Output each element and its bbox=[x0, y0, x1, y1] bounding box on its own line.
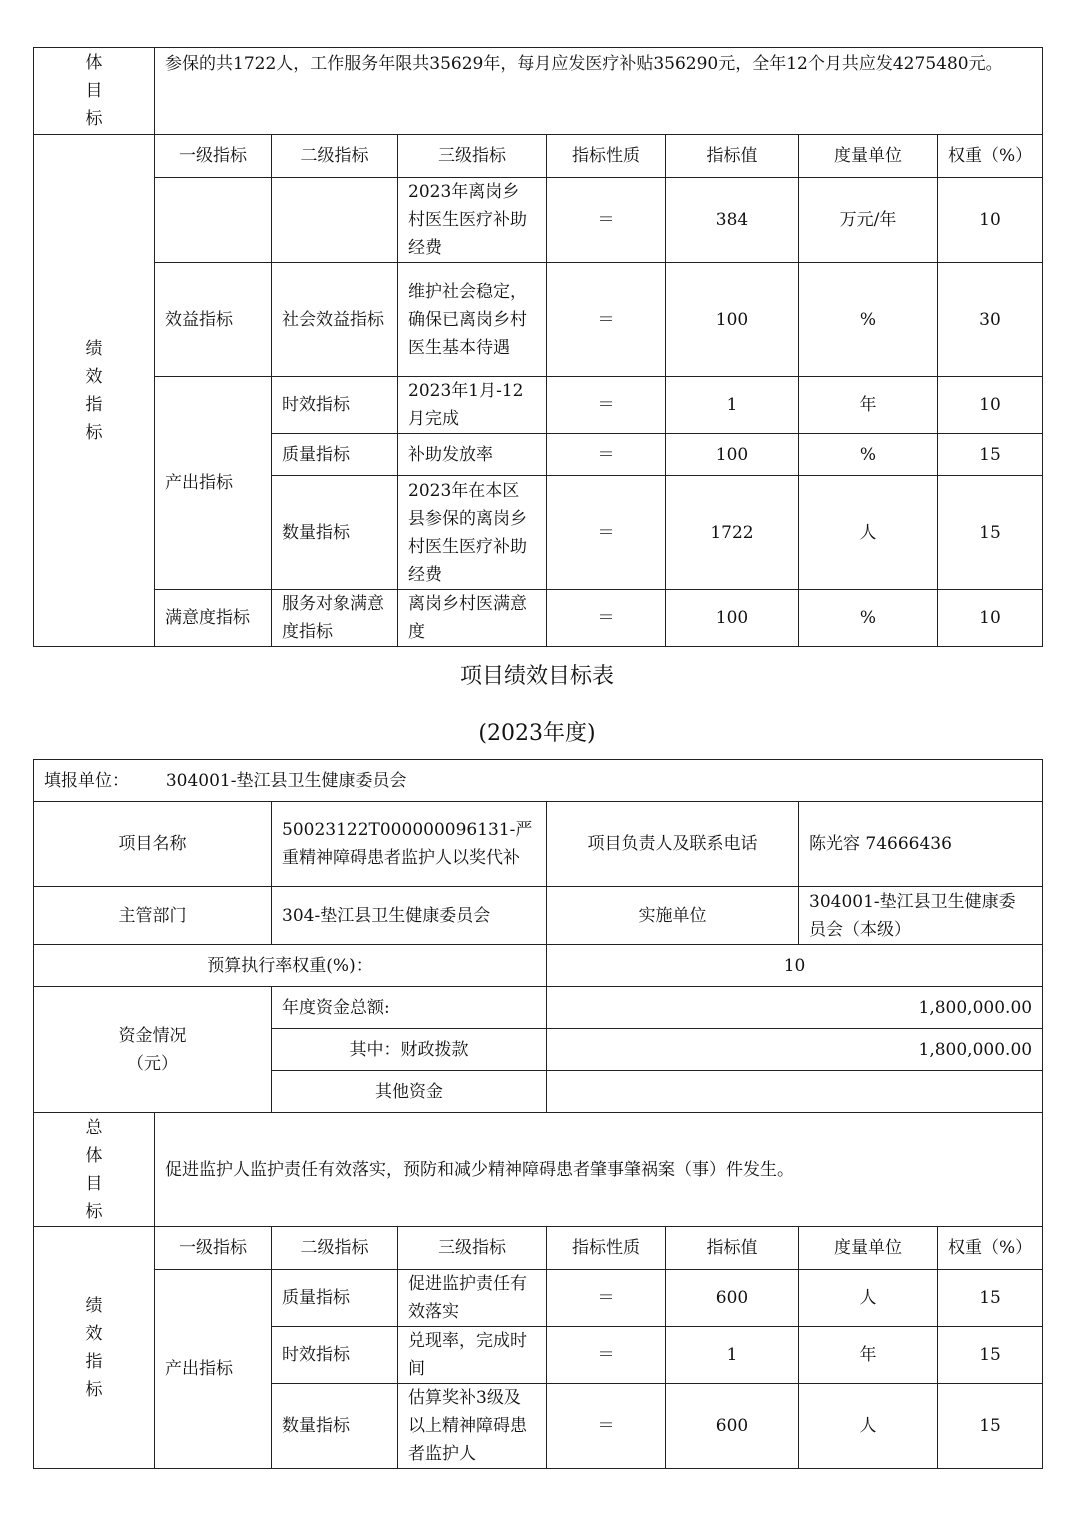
goal-label: 体 目 标 bbox=[34, 48, 155, 135]
unit-cell: 年 bbox=[799, 1327, 938, 1384]
l2-cell bbox=[272, 178, 398, 263]
value-cell: 100 bbox=[666, 263, 799, 377]
nature-cell: ＝ bbox=[547, 263, 666, 377]
value-cell: 1 bbox=[666, 377, 799, 434]
unit-cell: 年 bbox=[799, 377, 938, 434]
l3-cell: 2023年离岗乡村医生医疗补助经费 bbox=[398, 178, 547, 263]
nature-cell: ＝ bbox=[547, 377, 666, 434]
goal-text: 参保的共1722人，工作服务年限共35629年，每月应发医疗补贴356290元，全年12个月共应发4275480元。 bbox=[155, 48, 1043, 135]
budget-rate-value: 10 bbox=[547, 945, 1043, 987]
header-value: 指标值 bbox=[666, 135, 799, 178]
nature-cell: ＝ bbox=[547, 1384, 666, 1469]
l3-cell: 离岗乡村医满意度 bbox=[398, 590, 547, 647]
unit-cell: % bbox=[799, 590, 938, 647]
reporting-unit-row bbox=[34, 760, 1043, 802]
overall-goal-label: 总 体 目 标 bbox=[34, 1113, 155, 1227]
header-l2: 二级指标 bbox=[272, 135, 398, 178]
annual-total-label: 年度资金总额: bbox=[272, 987, 547, 1029]
l3-cell: 兑现率，完成时间 bbox=[398, 1327, 547, 1384]
table-row bbox=[34, 590, 1043, 647]
table-row bbox=[34, 263, 1043, 377]
fiscal-value: 1,800,000.00 bbox=[547, 1029, 1043, 1071]
l2-cell: 时效指标 bbox=[272, 1327, 398, 1384]
header-unit: 度量单位 bbox=[799, 135, 938, 178]
header-weight: 权重（%） bbox=[938, 1227, 1043, 1270]
l2-cell: 数量指标 bbox=[272, 1384, 398, 1469]
l3-cell: 补助发放率 bbox=[398, 434, 547, 476]
section-year: (2023年度) bbox=[478, 721, 596, 746]
value-cell: 1722 bbox=[666, 476, 799, 590]
table-row bbox=[34, 1270, 1043, 1327]
contact-value: 陈光容 74666436 bbox=[799, 802, 1043, 887]
dept-label: 主管部门 bbox=[34, 887, 272, 945]
l3-cell: 维护社会稳定，确保已离岗乡村医生基本待遇 bbox=[398, 263, 547, 377]
weight-cell: 15 bbox=[938, 1327, 1043, 1384]
contact-label: 项目负责人及联系电话 bbox=[547, 802, 799, 887]
weight-cell: 10 bbox=[938, 590, 1043, 647]
l3-cell: 2023年在本区县参保的离岗乡村医生医疗补助经费 bbox=[398, 476, 547, 590]
overall-goal-text: 促进监护人监护责任有效落实，预防和减少精神障碍患者肇事肇祸案（事）件发生。 bbox=[155, 1113, 1043, 1227]
value-cell: 600 bbox=[666, 1270, 799, 1327]
project-name-value: 50023122T000000096131-严重精神障碍患者监护人以奖代补 bbox=[272, 802, 547, 887]
dept-value: 304-垫江县卫生健康委员会 bbox=[272, 887, 547, 945]
header-value: 指标值 bbox=[666, 1227, 799, 1270]
impl-value: 304001-垫江县卫生健康委员会（本级） bbox=[799, 887, 1043, 945]
header-l1: 一级指标 bbox=[155, 135, 272, 178]
performance-table-top bbox=[33, 47, 1043, 647]
unit-cell: % bbox=[799, 434, 938, 476]
perf-label: 绩 效 指 标 bbox=[34, 135, 155, 647]
nature-cell: ＝ bbox=[547, 434, 666, 476]
value-cell: 600 bbox=[666, 1384, 799, 1469]
unit-cell: 人 bbox=[799, 1270, 938, 1327]
table-row bbox=[34, 178, 1043, 263]
header-l3: 三级指标 bbox=[398, 135, 547, 178]
nature-cell: ＝ bbox=[547, 1327, 666, 1384]
header-l1: 一级指标 bbox=[155, 1227, 272, 1270]
header-weight: 权重（%） bbox=[938, 135, 1043, 178]
l2-cell: 数量指标 bbox=[272, 476, 398, 590]
value-cell: 100 bbox=[666, 590, 799, 647]
header-nature: 指标性质 bbox=[547, 1227, 666, 1270]
l1-cell: 满意度指标 bbox=[155, 590, 272, 647]
nature-cell: ＝ bbox=[547, 590, 666, 647]
reporting-unit-label: 填报单位： bbox=[44, 770, 129, 791]
annual-total-value: 1,800,000.00 bbox=[547, 987, 1043, 1029]
budget-rate-label: 预算执行率权重(%)： bbox=[34, 945, 547, 987]
unit-cell: % bbox=[799, 263, 938, 377]
l1-cell: 产出指标 bbox=[155, 1270, 272, 1469]
weight-cell: 10 bbox=[938, 377, 1043, 434]
value-cell: 1 bbox=[666, 1327, 799, 1384]
weight-cell: 15 bbox=[938, 434, 1043, 476]
unit-cell: 人 bbox=[799, 476, 938, 590]
nature-cell: ＝ bbox=[547, 476, 666, 590]
weight-cell: 15 bbox=[938, 1384, 1043, 1469]
unit-cell: 人 bbox=[799, 1384, 938, 1469]
reporting-unit-value: 304001-垫江县卫生健康委员会 bbox=[165, 770, 407, 791]
section-title: 项目绩效目标表 bbox=[459, 664, 614, 689]
l2-cell: 时效指标 bbox=[272, 377, 398, 434]
project-name-label: 项目名称 bbox=[34, 802, 272, 887]
l1-cell bbox=[155, 178, 272, 263]
header-l3: 三级指标 bbox=[398, 1227, 547, 1270]
l2-cell: 服务对象满意度指标 bbox=[272, 590, 398, 647]
header-unit: 度量单位 bbox=[799, 1227, 938, 1270]
fiscal-label: 其中：财政拨款 bbox=[272, 1029, 547, 1071]
l2-cell: 质量指标 bbox=[272, 434, 398, 476]
impl-label: 实施单位 bbox=[547, 887, 799, 945]
l2-cell: 质量指标 bbox=[272, 1270, 398, 1327]
l3-cell: 促进监护责任有效落实 bbox=[398, 1270, 547, 1327]
header-nature: 指标性质 bbox=[547, 135, 666, 178]
other-funds-value bbox=[547, 1071, 1043, 1113]
l3-cell: 估算奖补3级及以上精神障碍患者监护人 bbox=[398, 1384, 547, 1469]
unit-cell: 万元/年 bbox=[799, 178, 938, 263]
header-l2: 二级指标 bbox=[272, 1227, 398, 1270]
weight-cell: 30 bbox=[938, 263, 1043, 377]
nature-cell: ＝ bbox=[547, 178, 666, 263]
funds-label: 资金情况 （元） bbox=[34, 987, 272, 1113]
value-cell: 100 bbox=[666, 434, 799, 476]
l2-cell: 社会效益指标 bbox=[272, 263, 398, 377]
l3-cell: 2023年1月-12月完成 bbox=[398, 377, 547, 434]
other-funds-label: 其他资金 bbox=[272, 1071, 547, 1113]
perf-label: 绩 效 指 标 bbox=[34, 1227, 155, 1469]
weight-cell: 15 bbox=[938, 1270, 1043, 1327]
weight-cell: 10 bbox=[938, 178, 1043, 263]
performance-table-bottom bbox=[33, 759, 1043, 1469]
weight-cell: 15 bbox=[938, 476, 1043, 590]
nature-cell: ＝ bbox=[547, 1270, 666, 1327]
l1-cell: 效益指标 bbox=[155, 263, 272, 377]
value-cell: 384 bbox=[666, 178, 799, 263]
l1-cell: 产出指标 bbox=[155, 377, 272, 590]
table-row bbox=[34, 377, 1043, 434]
